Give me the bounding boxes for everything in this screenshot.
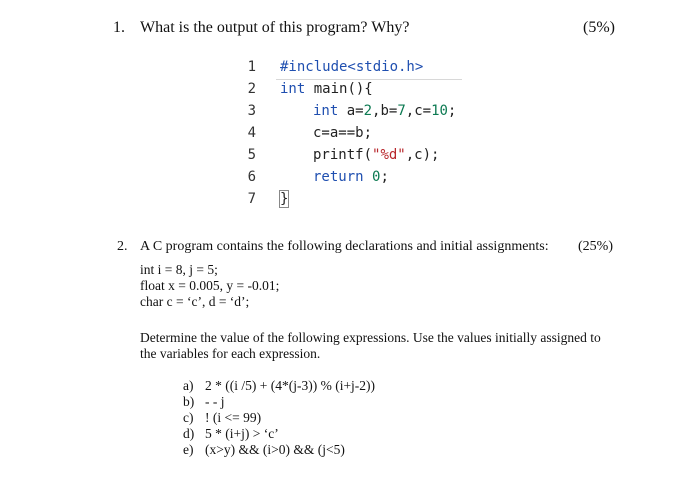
instruction-line: the variables for each expression. xyxy=(140,346,321,361)
question-2-text: A C program contains the following declarations and initial assignments: xyxy=(140,239,549,254)
expression-text: ! (i <= 99) xyxy=(205,410,262,425)
code-line-4: c=a==b; xyxy=(313,125,373,141)
expression-item xyxy=(183,394,225,410)
question-1-percent: (5%) xyxy=(583,19,615,36)
code-line-5: printf("%d",c); xyxy=(313,147,440,163)
code-line-7: } xyxy=(280,191,289,207)
question-1-number: 1. xyxy=(113,19,125,36)
expression-text: 5 * (i+j) > ‘c’ xyxy=(205,426,279,441)
expression-text: (x>y) && (i>0) && (j<5) xyxy=(205,442,345,457)
expression-item xyxy=(183,410,261,426)
code-line-3: int a=2,b=7,c=10; xyxy=(313,103,457,119)
question-2-number: 2. xyxy=(117,239,128,254)
instruction-line: Determine the value of the following expressions. Use the values initially assigned to xyxy=(140,330,601,345)
line-number: 4 xyxy=(247,125,256,141)
code-line-1: #include<stdio.h> xyxy=(280,59,424,75)
expression-text: 2 * ((i /5) + (4*(j-3)) % (i+j-2)) xyxy=(205,378,376,393)
code-line-2: int main(){ xyxy=(280,81,373,97)
expression-text: - - j xyxy=(205,394,225,409)
question-1-text: What is the output of this program? Why? xyxy=(140,19,410,36)
line-number: 7 xyxy=(247,191,256,207)
expression-item xyxy=(183,442,345,458)
current-line-highlight xyxy=(276,79,462,80)
expression-item xyxy=(183,426,279,442)
expression-label: a) xyxy=(183,378,194,393)
code-block xyxy=(240,55,470,205)
expression-label: e) xyxy=(183,442,194,457)
expression-label: d) xyxy=(183,426,195,441)
expression-item xyxy=(183,378,375,394)
line-number: 3 xyxy=(247,103,256,119)
line-number: 1 xyxy=(247,59,256,75)
question-2-percent: (25%) xyxy=(578,239,613,254)
line-number: 6 xyxy=(247,169,256,185)
expression-label: b) xyxy=(183,394,195,409)
line-number: 2 xyxy=(247,81,256,97)
declaration-line: char c = ‘c’, d = ‘d’; xyxy=(140,294,250,309)
expression-label: c) xyxy=(183,410,194,425)
line-number: 5 xyxy=(247,147,256,163)
declaration-line: int i = 8, j = 5; xyxy=(140,262,218,277)
code-line-6: return 0; xyxy=(313,169,389,185)
declaration-line: float x = 0.005, y = -0.01; xyxy=(140,278,280,293)
